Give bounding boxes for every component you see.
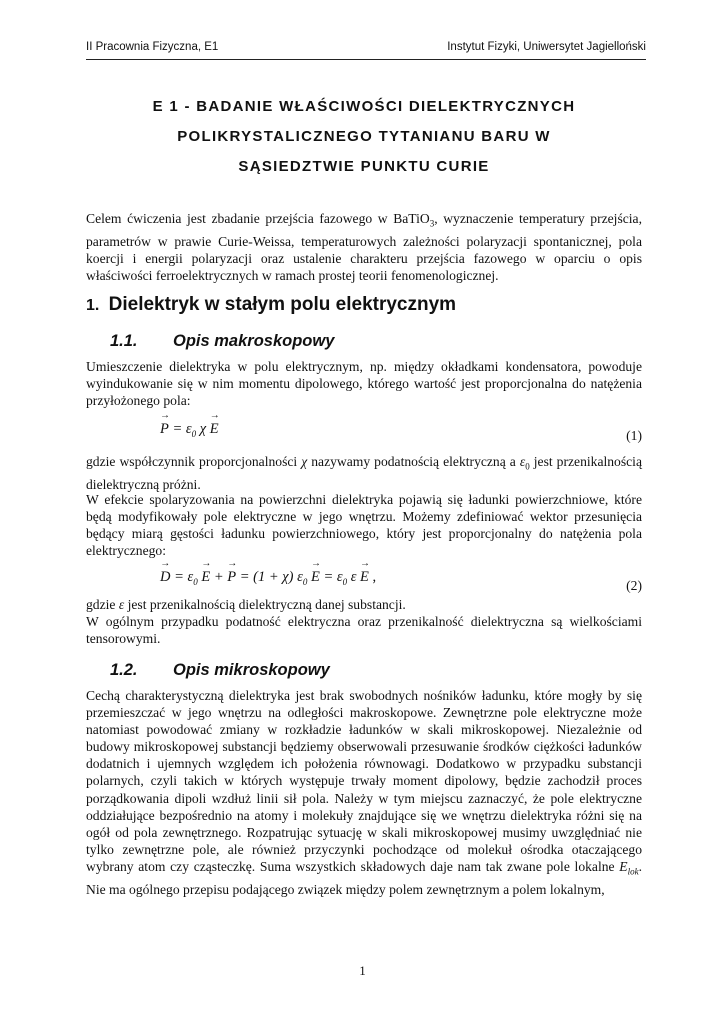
section-1-1-heading bbox=[110, 332, 335, 351]
section-1-1-number: 1.1. bbox=[110, 332, 138, 350]
page-number: 1 bbox=[359, 963, 366, 978]
section-1-1-title: Opis makroskopowy bbox=[173, 332, 335, 350]
document-title bbox=[86, 92, 642, 182]
section-1-2-heading bbox=[110, 661, 330, 680]
section-1-2-paragraph: Cechą charakterystyczną dielektryka jest brak swobodnych nośników ładunku, które mogły by się przemieszczać w jego wnętrzu na odległości makroskopowe. Zewnętrzne pole elektryczne może natomiast powodować zmiany w rozkładzie ładunków w skali mikroskopowej. Niezależnie od budowy mikroskopowej substancji będziemy obserwowali przesuwanie środków ciężkości ładunków dodatnich i ujemnych względem ich położenia równowagi. Dodatkowo w przypadku substancji polarnych, czyli takich w których występuje trwały moment dipolowy, będzie zachodził proces porządkowania dipoli wzdłuż linii sił pola. Należy w tym miejscu zaznaczyć, że pole elektryczne oddziałujące bezpośrednio na atomy i molekuły znajdujące się we wnętrzu dielektryka różni się na ogół od pola zewnętrznego. Rozpatrując sytuację w skali mikroskopowej musimy uwzględniać nie tylko zewnętrzne pole, ale również przyczynki pochodzące od molekuł ośrodka otaczającego wybrany atom czy cząsteczkę. Suma wszystkich składowych daje nam tak zwane pole lokalne $E_{lok}$. Nie ma ogólnego przepisu podającego związek między polem zewnętrznym a polem lokalnym, bbox=[86, 688, 642, 897]
section-1-2-number: 1.2. bbox=[110, 661, 138, 679]
section-1-1-para-1: Umieszczenie dielektryka w polu elektrycznym, np. między okładkami kondensatora, powoduje wyindukowanie się w nim momentu dipolowego, którego wartość jest proporcjonalna do natężenia przyłożonego pola: bbox=[86, 359, 642, 409]
equation-1-number: (1) bbox=[626, 428, 642, 443]
equation-2-number: (2) bbox=[626, 578, 642, 593]
section-1-1-para-5: W ogólnym przypadku podatność elektryczna oraz przenikalność dielektryczna są wielkościami tensorowymi. bbox=[86, 614, 642, 647]
section-1-2-title: Opis mikroskopowy bbox=[173, 661, 330, 679]
section-1-1-para-4: gdzie ε jest przenikalnością dielektryczną danej substancji. bbox=[86, 597, 406, 612]
equation-1: → $P = \varepsilon_0$ χ → E bbox=[160, 421, 219, 439]
title-line-1: E 1 - BADANIE WŁAŚCIWOŚCI DIELEKTRYCZNYCH bbox=[152, 98, 576, 115]
equation-2: → $D = \varepsilon_0 \to E$ + → P = (1 + χ) $\varepsilon_0 \to E = \varepsilon_0$ ε → E , bbox=[160, 569, 376, 587]
header-institute: Instytut Fizyki, Uniwersytet Jagielloński bbox=[447, 41, 646, 53]
page-header bbox=[86, 41, 646, 60]
title-line-2: POLIKRYSTALICZNEGO TYTANIANU BARU W bbox=[177, 128, 551, 145]
section-1-number: 1. bbox=[86, 297, 100, 314]
section-1-1-para-3: W efekcie spolaryzowania na powierzchni dielektryka pojawią się ładunki powierzchniowe, które będą modyfikowały pole elektryczne w jego wnętrzu. Możemy zdefiniować wektor przesunięcia będący miarą gęstości ładunku powierzchniowego, który jest proporcjonalny do natężenia pola elektrycznego: bbox=[86, 492, 642, 559]
title-line-3: SĄSIEDZTWIE PUNKTU CURIE bbox=[238, 158, 490, 175]
intro-paragraph: Celem ćwiczenia jest zbadanie przejścia fazowego w BaTiO$_3$, wyznaczenie temperatury przejścia, parametrów w prawie Curie-Weissa, temperaturowych zależności polaryzacji spontanicznej, pola koercji i energii polaryzacji oraz ustalenie charakteru przejścia fazowego w oparciu o opis właściwości ferroelektrycznych w ramach prostej teorii fenomenologicznej. bbox=[86, 211, 642, 283]
section-1-title: Dielektryk w stałym polu elektrycznym bbox=[108, 294, 457, 315]
header-course: II Pracownia Fizyczna, E1 bbox=[86, 41, 219, 53]
section-1-1-para-2: gdzie współczynnik proporcjonalności χ nazywamy podatnością elektryczną a $\varepsilon_0$ jest przenikalnością dielektryczną próżni. bbox=[86, 454, 642, 492]
section-1-heading bbox=[86, 294, 456, 316]
